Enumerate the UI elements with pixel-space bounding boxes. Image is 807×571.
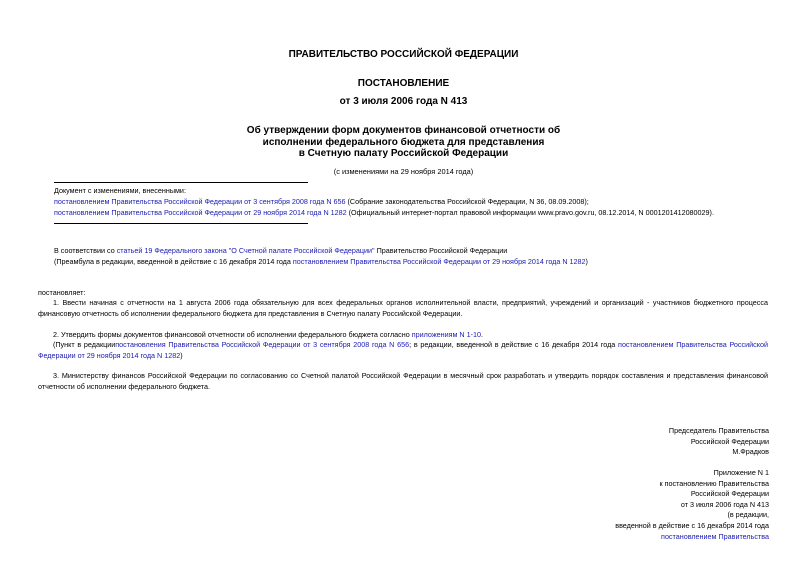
divider-top	[54, 182, 308, 183]
amendment-link-2008[interactable]: постановлением Правительства Российской Федерации от 3 сентября 2008 года N 656	[54, 197, 346, 206]
preamble-lead: В соответствии со	[54, 246, 117, 255]
preamble-note-tail: )	[585, 257, 588, 266]
law-article-link[interactable]: статьей 19 Федерального закона "О Счетной палате Российской Федерации"	[116, 246, 375, 255]
appendix-line-5: (в редакции,	[727, 510, 769, 520]
item-2-note-lead: (Пункт в редакции	[53, 340, 116, 349]
document-date-number: от 3 июля 2006 года N 413	[339, 96, 468, 107]
amendment-source-2: (Официальный интернет-портал правовой информации www.pravo.gov.ru, 08.12.2014, N 0001201412080029).	[346, 208, 714, 217]
resolves-word: постановляет:	[38, 288, 86, 297]
appendix-line-3: Российской Федерации	[690, 489, 769, 499]
appendix-block	[615, 468, 769, 542]
item-2-note-mid: ; в редакции, введенной в действие с 16 декабря 2014 года	[409, 340, 619, 349]
preamble	[54, 246, 507, 257]
title-line: Об утверждении форм документов финансовой отчетности об	[246, 125, 561, 136]
amendment-line-2	[54, 208, 714, 219]
signature-position-line2: Российской Федерации	[690, 436, 769, 446]
item-3: 3. Министерству финансов Российской Федерации по согласованию со Счетной палатой Российской Федерации в месячный срок разработать и утвердить порядок составления и представления финансовой отчетности об исполнении федерального бюджета.	[38, 371, 768, 391]
amendments-intro: Документ с изменениями, внесенными:	[54, 186, 186, 195]
item-2-note-link-2014[interactable]: постановлением Правительства Российской Федерации от 29 ноября 2014 года N 1282	[38, 340, 768, 360]
item-2-note	[38, 340, 768, 361]
title-line: в Счетную палату Российской Федерации	[298, 148, 509, 159]
amendment-source-1: (Собрание законодательства Российской Федерации, N 36, 08.09.2008);	[345, 197, 589, 206]
appendix-link[interactable]: постановлением Правительства	[661, 531, 769, 541]
item-2-text: 2. Утвердить формы документов финансовой отчетности об исполнении федерального бюджета согласно	[53, 330, 412, 339]
signature-block	[669, 426, 769, 458]
item-1: 1. Ввести начиная с отчетности на 1 августа 2006 года обязательную для всех федеральных органов исполнительной власти, предприятий, учреждений и организаций - участников бюджетного процесса финансовую отчетность об исполнении федерального бюджета для представления в Счетную палату Российской Федерации.	[38, 298, 768, 318]
appendix-line-1: Приложение N 1	[713, 468, 769, 477]
appendix-line-2: к постановлению Правительства	[659, 478, 769, 488]
item-2-note-tail: )	[180, 350, 183, 360]
document-title	[0, 125, 807, 160]
document-kind: ПОСТАНОВЛЕНИЕ	[357, 78, 450, 89]
divider-bottom	[54, 223, 308, 224]
appendix-line-4: от 3 июля 2006 года N 413	[680, 499, 769, 509]
preamble-tail: Правительство Российской Федерации	[374, 246, 508, 255]
preamble-note-lead: (Преамбула в редакции, введенной в действие с 16 декабря 2014 года	[54, 257, 293, 266]
preamble-note-link[interactable]: постановлением Правительства Российской Федерации от 29 ноября 2014 года N 1282	[292, 257, 586, 266]
appendices-link[interactable]: приложениям N 1-10	[411, 330, 482, 339]
preamble-note	[54, 257, 588, 268]
title-line: исполнении федерального бюджета для представления	[262, 136, 545, 148]
item-2-end: .	[481, 330, 484, 339]
item-2-note-link-2008[interactable]: постановления Правительства Российской Федерации от 3 сентября 2008 года N 656	[115, 340, 410, 349]
government-header: ПРАВИТЕЛЬСТВО РОССИЙСКОЙ ФЕДЕРАЦИИ	[288, 49, 519, 60]
appendix-line-6: введенной в действие с 16 декабря 2014 года	[615, 520, 769, 530]
amendment-line-1	[54, 197, 589, 208]
item-2	[53, 330, 483, 341]
signature-name: М.Фрадков	[732, 447, 769, 457]
changes-note: (с изменениями на 29 ноября 2014 года)	[333, 167, 474, 176]
signature-position-line1: Председатель Правительства	[668, 426, 769, 435]
amendment-link-2014[interactable]: постановлением Правительства Российской Федерации от 29 ноября 2014 года N 1282	[54, 208, 347, 217]
